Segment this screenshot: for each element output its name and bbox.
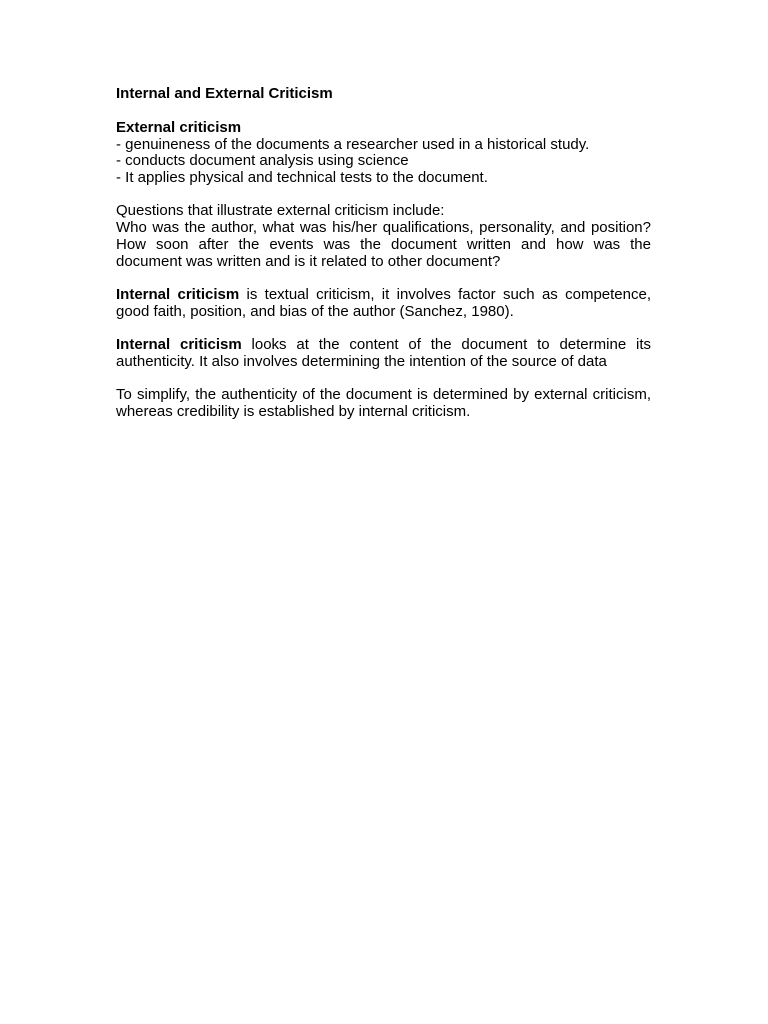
internal-criticism-text: is textual criticism, it involves factor such as competence, good faith, position, and bias of the author (Sanchez, 1980). [116, 286, 651, 320]
internal-criticism-text: looks at the content of the document to determine its authenticity. It also involves determining the intention of the source of data [116, 336, 651, 371]
summary-paragraph: To simplify, the authenticity of the document is determined by external criticism, whereas credibility is established by internal criticism. [116, 386, 651, 421]
internal-criticism-term: Internal criticism [116, 286, 240, 304]
internal-criticism-paragraph-1 [116, 287, 651, 321]
questions-intro: Questions that illustrate external criticism include: [116, 202, 445, 220]
external-criticism-heading: External criticism [116, 118, 242, 136]
internal-criticism-paragraph-2 [116, 337, 651, 371]
document-page [116, 86, 651, 437]
questions-text: Who was the author, what was his/her qualifications, personality, and position? How soon after the events was the document written and how was the document was written and is it related to other document? [116, 219, 651, 270]
document-title: Internal and External Criticism [116, 85, 333, 102]
external-bullet-item: - genuineness of the documents a researcher used in a historical study. [116, 135, 590, 153]
external-criticism-section [116, 120, 651, 187]
internal-criticism-term: Internal criticism [116, 336, 242, 354]
questions-section [116, 203, 651, 270]
external-bullet-item: - conducts document analysis using science [116, 152, 409, 170]
external-bullet-item: - It applies physical and technical tests to the document. [116, 169, 488, 187]
